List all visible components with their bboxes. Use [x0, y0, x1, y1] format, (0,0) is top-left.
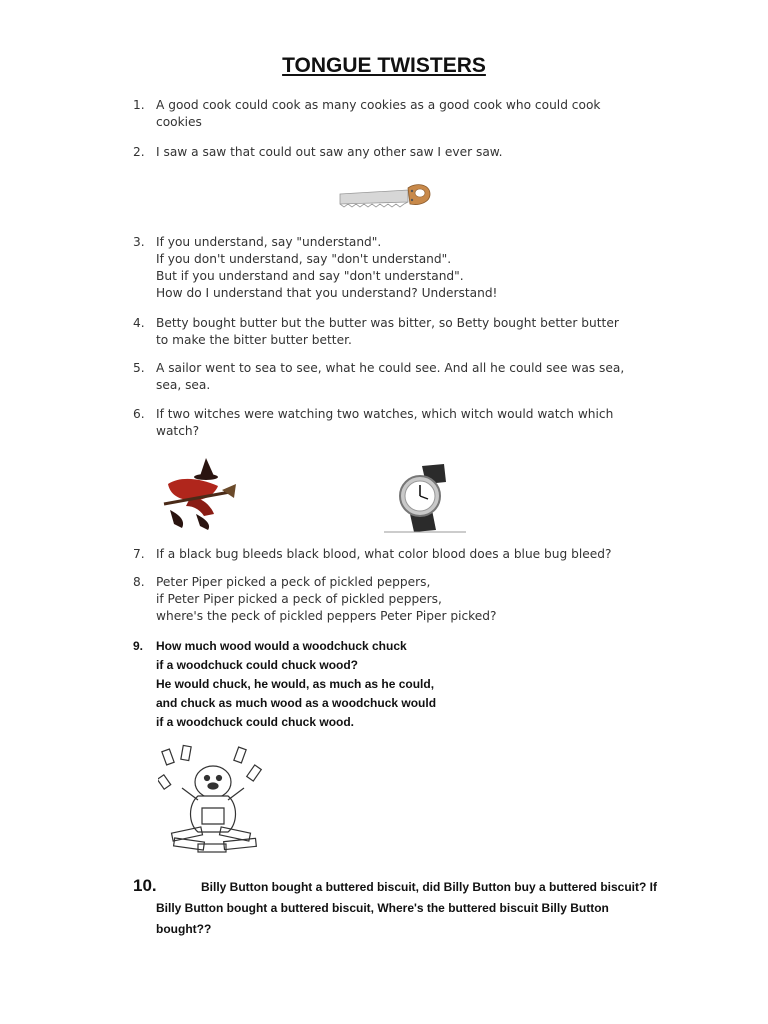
twister-item-2: [133, 144, 663, 161]
item-line: A good cook could cook as many cookies as a good cook who could cook: [156, 98, 601, 112]
item-line: If you don't understand, say "don't understand".: [156, 252, 452, 266]
twister-item-10: [133, 878, 673, 938]
item-line: if a woodchuck could chuck wood?: [156, 658, 359, 672]
twister-item-3: [133, 234, 663, 302]
item-number: 9.: [133, 639, 144, 653]
item-number: 4.: [133, 316, 145, 330]
item-line: A sailor went to sea to see, what he could see. And all he could see was sea,: [156, 361, 625, 375]
item-number: 3.: [133, 235, 145, 249]
item-line: If you understand, say "understand".: [156, 235, 382, 249]
item-line: and chuck as much wood as a woodchuck would: [156, 696, 437, 710]
item-line: Peter Piper picked a peck of pickled peppers,: [156, 575, 431, 589]
item-line: But if you understand and say "don't understand".: [156, 269, 464, 283]
item-line: Betty bought butter but the butter was bitter, so Betty bought better butter: [156, 316, 619, 330]
item-line: If two witches were watching two watches, which witch would watch which: [156, 407, 614, 421]
twister-item-8: [133, 574, 663, 625]
twister-item-9: [133, 637, 663, 733]
item-line: Billy Button bought a buttered biscuit, did Billy Button buy a buttered biscuit? If: [201, 880, 657, 894]
item-number: 6.: [133, 407, 145, 421]
item-line: cookies: [156, 115, 202, 129]
item-line: I saw a saw that could out saw any other saw I ever saw.: [156, 145, 503, 159]
woodchuck-illustration: [158, 744, 268, 856]
twister-item-1: [133, 97, 663, 131]
item-line: How do I understand that you understand? Understand!: [156, 286, 498, 300]
item-number: 2.: [133, 145, 145, 159]
item-number: 7.: [133, 547, 145, 561]
item-line: if a woodchuck could chuck wood.: [156, 715, 355, 729]
item-line: How much wood would a woodchuck chuck: [156, 639, 407, 653]
item-line: if Peter Piper picked a peck of pickled peppers,: [156, 592, 442, 606]
saw-illustration: [338, 180, 434, 216]
twister-item-4: [133, 315, 663, 349]
twister-item-5: [133, 360, 663, 394]
twister-item-6: [133, 406, 663, 440]
item-line: Billy Button bought a buttered biscuit, Where's the buttered biscuit Billy Button: [156, 901, 609, 915]
item-line: to make the bitter butter better.: [156, 333, 352, 347]
twister-item-7: [133, 546, 663, 563]
item-number: 8.: [133, 575, 145, 589]
item-line: where's the peck of pickled peppers Peter Piper picked?: [156, 609, 497, 623]
wristwatch-illustration: [382, 462, 466, 534]
witch-illustration: [160, 454, 238, 532]
item-line: watch?: [156, 424, 200, 438]
item-line: He would chuck, he would, as much as he could,: [156, 677, 435, 691]
item-line: bought??: [156, 922, 212, 936]
item-number: 10.: [133, 876, 157, 895]
item-number: 1.: [133, 98, 145, 112]
page-title: TONGUE TWISTERS: [282, 54, 486, 77]
item-line: If a black bug bleeds black blood, what color blood does a blue bug bleed?: [156, 547, 612, 561]
item-line: sea, sea.: [156, 378, 211, 392]
item-number: 5.: [133, 361, 145, 375]
